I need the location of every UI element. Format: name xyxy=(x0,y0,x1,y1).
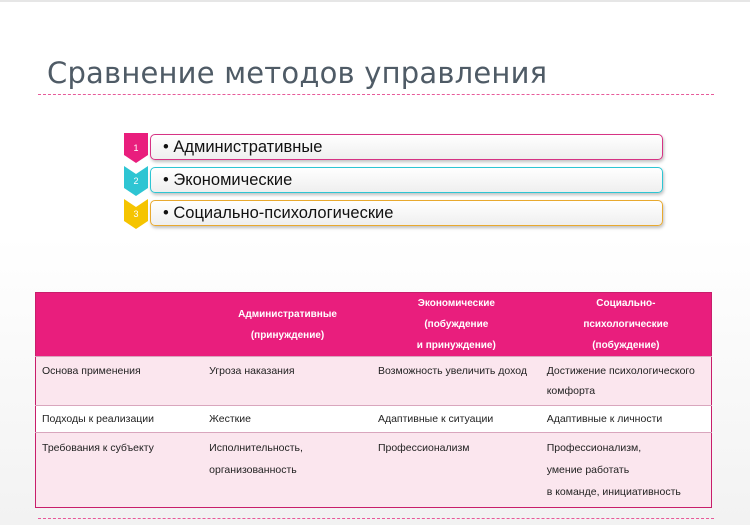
list-item-label: • Социально-психологические xyxy=(163,204,394,222)
top-divider xyxy=(0,0,750,2)
list-item-number: 3 xyxy=(133,209,139,219)
chevron-icon xyxy=(122,166,150,196)
header-social: Социально- психологические (побуждение) xyxy=(541,293,712,357)
list-item-label: • Экономические xyxy=(163,171,293,189)
header-administrative: Административные (принуждение) xyxy=(203,293,372,357)
list-item-bar xyxy=(150,134,663,160)
table-header-row xyxy=(36,293,712,357)
header-economic: Экономические (побуждение и принуждение) xyxy=(372,293,541,357)
page-title: Сравнение методов управления xyxy=(47,56,548,90)
cell-social: Адаптивные к личности xyxy=(541,406,712,433)
list-item-social-psychological xyxy=(120,199,665,229)
cell-administrative: Исполнительность, организованность xyxy=(203,433,372,508)
comparison-table xyxy=(35,292,712,508)
list-item-bar xyxy=(150,200,663,226)
list-item-economic xyxy=(120,166,665,196)
chevron-icon xyxy=(122,199,150,229)
row-label: Подходы к реализации xyxy=(36,406,204,433)
list-item-number: 2 xyxy=(133,176,139,186)
cell-administrative: Угроза наказания xyxy=(203,357,372,406)
list-item-bar xyxy=(150,167,663,193)
chevron-icon xyxy=(122,133,150,163)
header-empty xyxy=(36,293,204,357)
cell-social: Профессионализм, умение работать в команде, инициативность xyxy=(541,433,712,508)
table-row xyxy=(36,406,712,433)
table-row xyxy=(36,357,712,406)
cell-social: Достижение психологического комфорта xyxy=(541,357,712,406)
cell-economic: Адаптивные к ситуации xyxy=(372,406,541,433)
cell-administrative: Жесткие xyxy=(203,406,372,433)
list-item-number: 1 xyxy=(133,143,139,153)
row-label: Основа применения xyxy=(36,357,204,406)
title-divider xyxy=(38,94,714,95)
row-label: Требования к субъекту xyxy=(36,433,204,508)
cell-economic: Возможность увеличить доход xyxy=(372,357,541,406)
cell-economic: Профессионализм xyxy=(372,433,541,508)
table-row xyxy=(36,433,712,508)
list-item-label: • Административные xyxy=(163,138,323,156)
list-item-administrative xyxy=(120,133,665,163)
bottom-divider xyxy=(38,518,714,519)
methods-list xyxy=(120,133,665,233)
